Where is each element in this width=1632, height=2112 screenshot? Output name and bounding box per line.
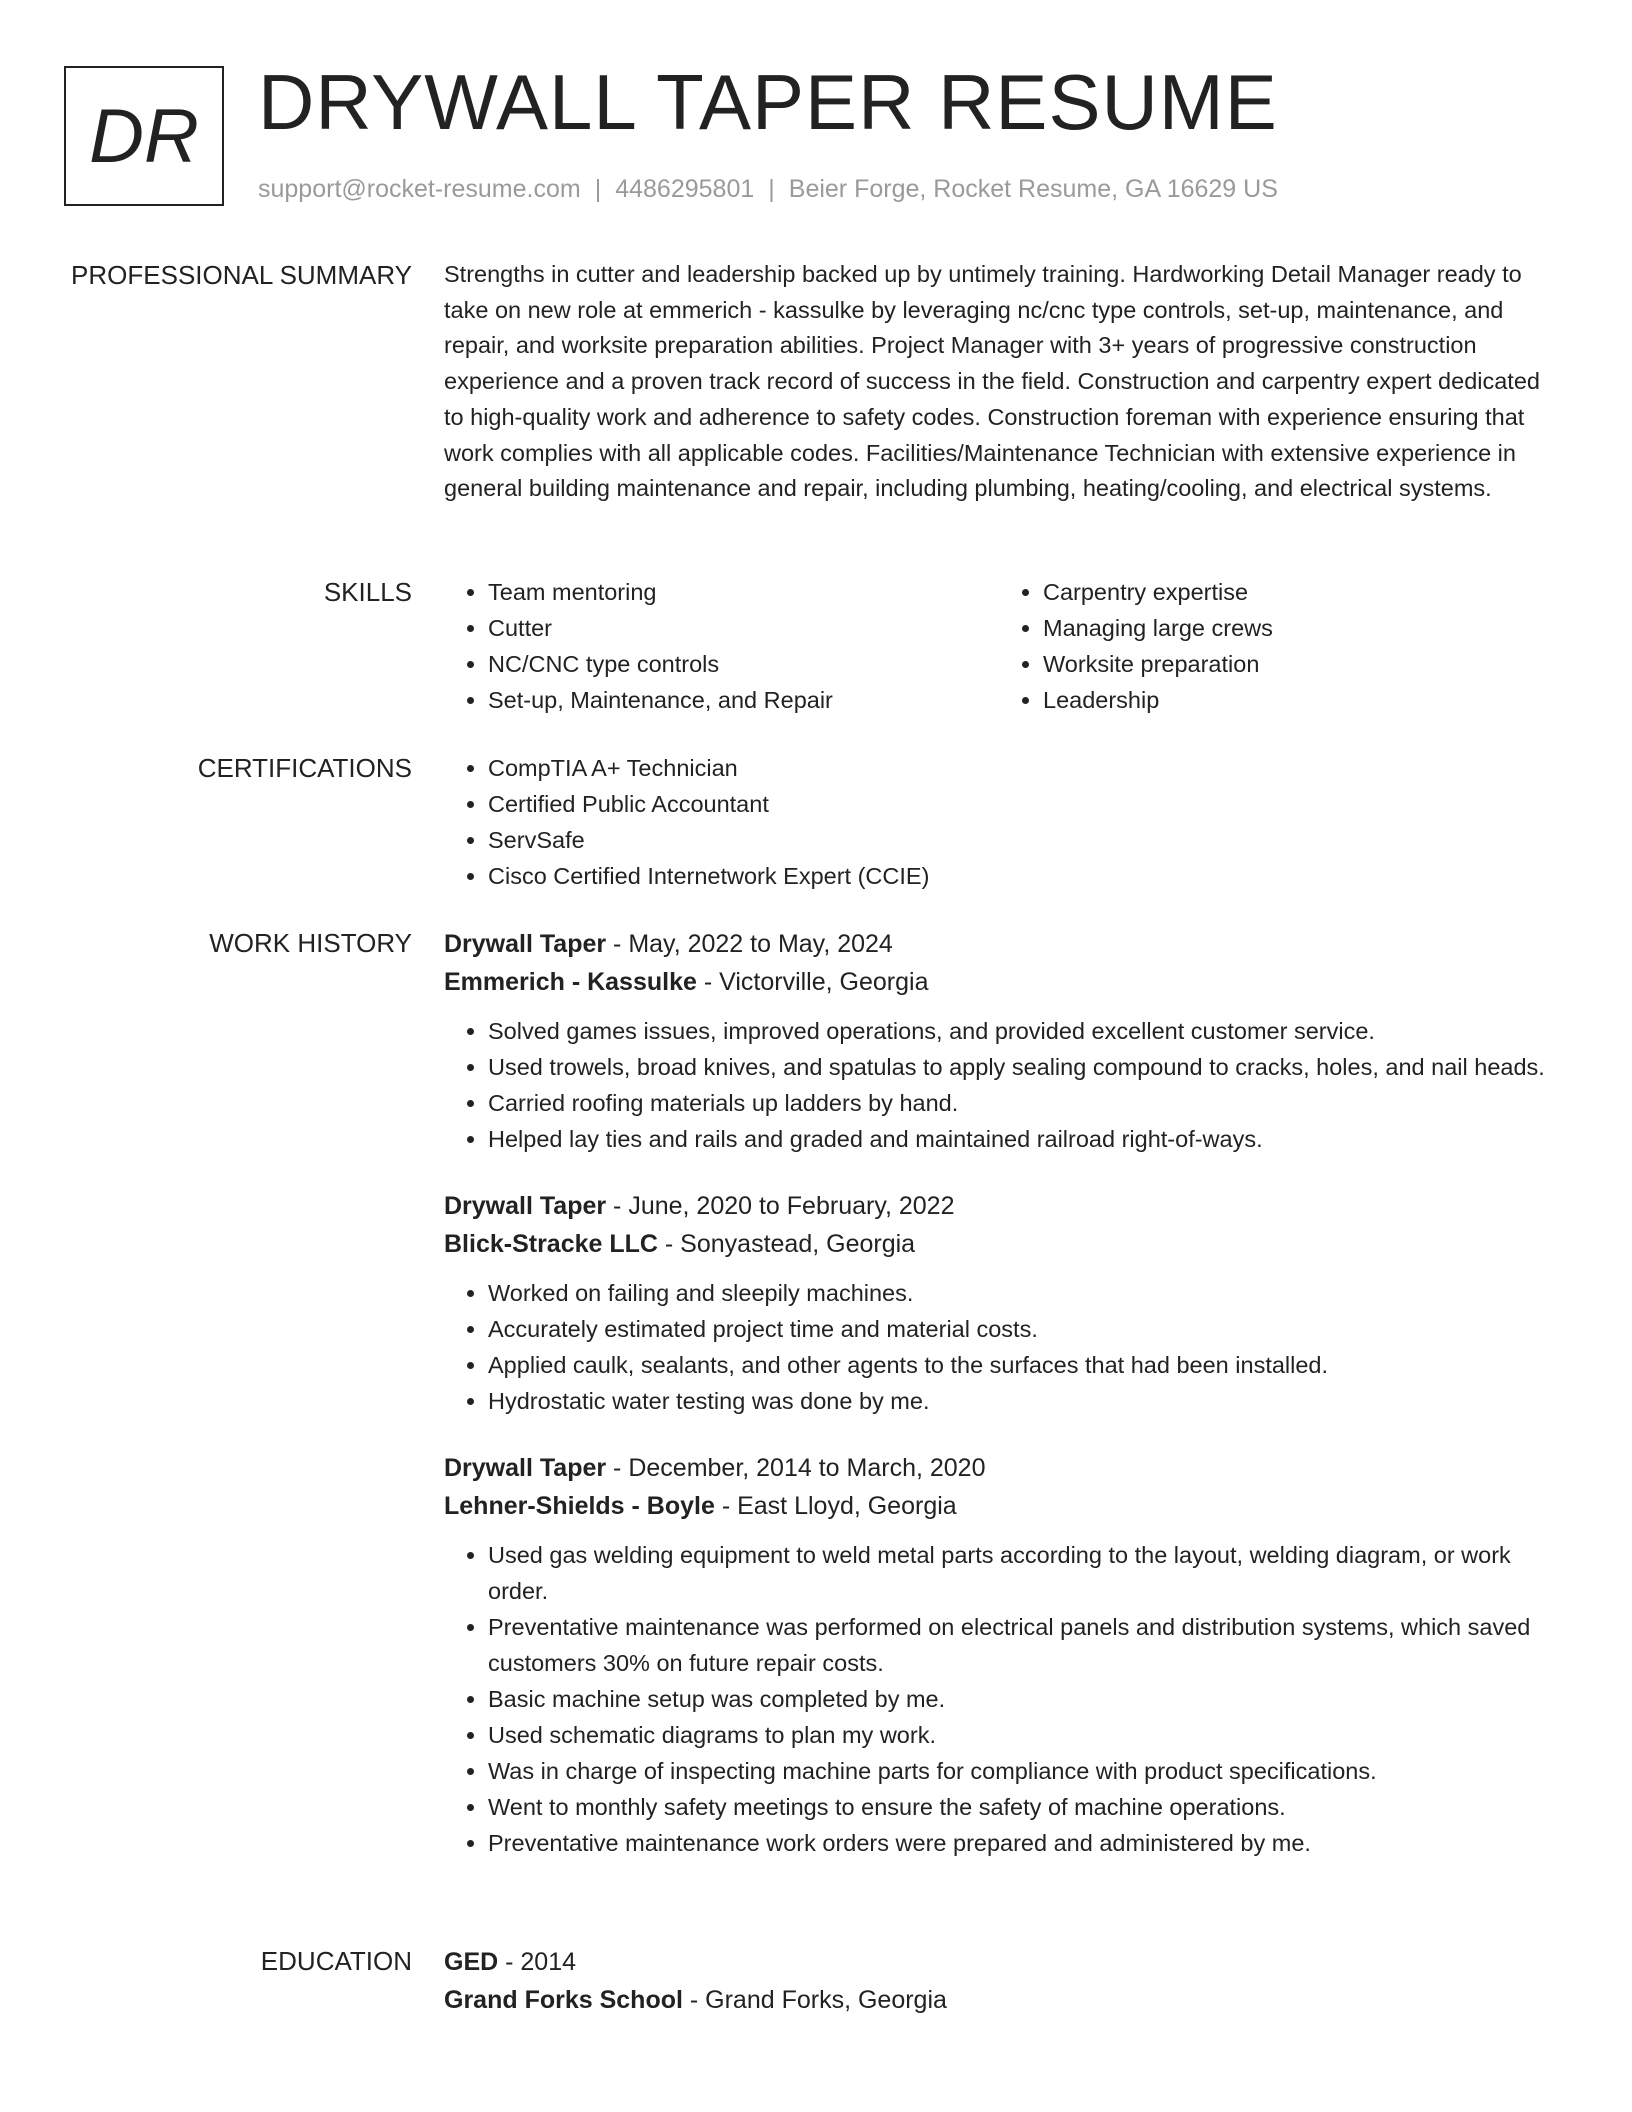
certifications-heading: CERTIFICATIONS [197,753,412,783]
skills-heading: SKILLS [323,577,412,607]
summary-body [444,257,1554,507]
list-item: • Used schematic diagrams to plan my work. [488,1717,1554,1753]
list-item: • Used gas welding equipment to weld metal parts according to the layout, welding diagram, or work order. [488,1537,1554,1609]
list-item: • Solved games issues, improved operations, and provided excellent customer service. [488,1013,1554,1049]
job-company: Lehner-Shields - Boyle [444,1492,715,1520]
job-company: Emmerich - Kassulke [444,968,697,996]
list-item: • Carried roofing materials up ladders by hand. [488,1085,1554,1121]
list-item: • Accurately estimated project time and material costs. [488,1311,1554,1347]
list-item: • CompTIA A+ Technician [488,750,1554,786]
list-item: • Team mentoring [488,574,999,610]
job-title-line [444,925,1554,963]
education-school-line [444,1981,1554,2019]
work-history-list [444,925,1554,1891]
contact-address: Beier Forge, Rocket Resume, GA 16629 US [788,175,1278,203]
job-title: Drywall Taper [444,1454,607,1482]
contact-separator: | [594,175,602,203]
contact-separator: | [768,175,775,203]
list-item: • Basic machine setup was completed by me. [488,1681,1554,1717]
job-dates: - December, 2014 to March, 2020 [606,1454,986,1482]
job-dates: - June, 2020 to February, 2022 [606,1192,955,1220]
list-item: • Hydrostatic water testing was done by me. [488,1383,1554,1419]
list-item: • Worked on failing and sleepily machines. [488,1275,1554,1311]
job-dates: - May, 2022 to May, 2024 [606,930,893,958]
job-title-line [444,1449,1554,1487]
list-item: • Preventative maintenance work orders were prepared and administered by me. [488,1825,1554,1861]
list-item: • Applied caulk, sealants, and other agents to the surfaces that had been installed. [488,1347,1554,1383]
list-item: • Went to monthly safety meetings to ensure the safety of machine operations. [488,1789,1554,1825]
job-company-line [444,1225,1554,1263]
list-item: • Set-up, Maintenance, and Repair [488,682,999,718]
job-company: Blick-Stracke LLC [444,1230,658,1258]
education-location: - Grand Forks, Georgia [682,1986,947,2014]
summary-text: Strengths in cutter and leadership backed up by untimely training. Hardworking Detail Manager ready to take on new role at emmerich - kassulke by leveraging nc/cnc type controls, set-up, maintenance, and repair, and worksite preparation abilities. Project Manager with 3+ years of progressive construction experience and a proven track record of success in the field. Construction and carpentry expert dedicated to high-quality work and adherence to safety codes. Construction foreman with experience ensuring that work complies with all applicable codes. Facilities/Maintenance Technician with extensive experience in general building maintenance and repair, including plumbing, heating/cooling, and electrical systems. [444,261,1540,502]
skills-column-left [444,574,999,718]
list-item: • Managing large crews [1043,610,1554,646]
job-title-line [444,1187,1554,1225]
contact-phone: 4486295801 [615,175,755,203]
certifications-list [444,750,1554,894]
education-heading: EDUCATION [260,1946,412,1976]
education-year: - 2014 [498,1948,577,1976]
education-degree: GED [444,1948,499,1976]
job-company-line [444,1487,1554,1525]
list-item: • Helped lay ties and rails and graded and maintained railroad right-of-ways. [488,1121,1554,1157]
page-title: DRYWALL TAPER RESUME [258,58,1278,146]
list-item: • Was in charge of inspecting machine parts for compliance with product specifications. [488,1753,1554,1789]
list-item: • ServSafe [488,822,1554,858]
monogram-logo: DR [64,66,224,206]
list-item: • Leadership [1043,682,1554,718]
job-title: Drywall Taper [444,930,607,958]
job-location: - Sonyastead, Georgia [657,1230,916,1258]
skills-list [444,574,1554,718]
list-item: • Cisco Certified Internetwork Expert (CCIE) [488,858,1554,894]
list-item: • NC/CNC type controls [488,646,999,682]
education-school: Grand Forks School [444,1986,683,2014]
job-entry [444,1187,1554,1419]
contact-line [258,172,1278,206]
list-item: • Carpentry expertise [1043,574,1554,610]
skills-column-right [999,574,1554,718]
education-body [444,1943,1554,2019]
job-duties [444,1013,1554,1157]
job-duties [444,1275,1554,1419]
list-item: • Cutter [488,610,999,646]
contact-email: support@rocket-resume.com [258,175,581,203]
work-history-heading: WORK HISTORY [209,928,412,958]
job-location: - Victorville, Georgia [696,968,929,996]
education-degree-line [444,1943,1554,1981]
job-duties [444,1537,1554,1861]
job-entry [444,1449,1554,1861]
job-title: Drywall Taper [444,1192,607,1220]
list-item: • Preventative maintenance was performed on electrical panels and distribution systems, which saved customers 30% on future repair costs. [488,1609,1554,1681]
job-location: - East Lloyd, Georgia [714,1492,957,1520]
job-entry [444,925,1554,1157]
list-item: • Used trowels, broad knives, and spatulas to apply sealing compound to cracks, holes, and nail heads. [488,1049,1554,1085]
list-item: • Certified Public Accountant [488,786,1554,822]
list-item: • Worksite preparation [1043,646,1554,682]
job-company-line [444,963,1554,1001]
summary-heading: PROFESSIONAL SUMMARY [71,260,412,290]
